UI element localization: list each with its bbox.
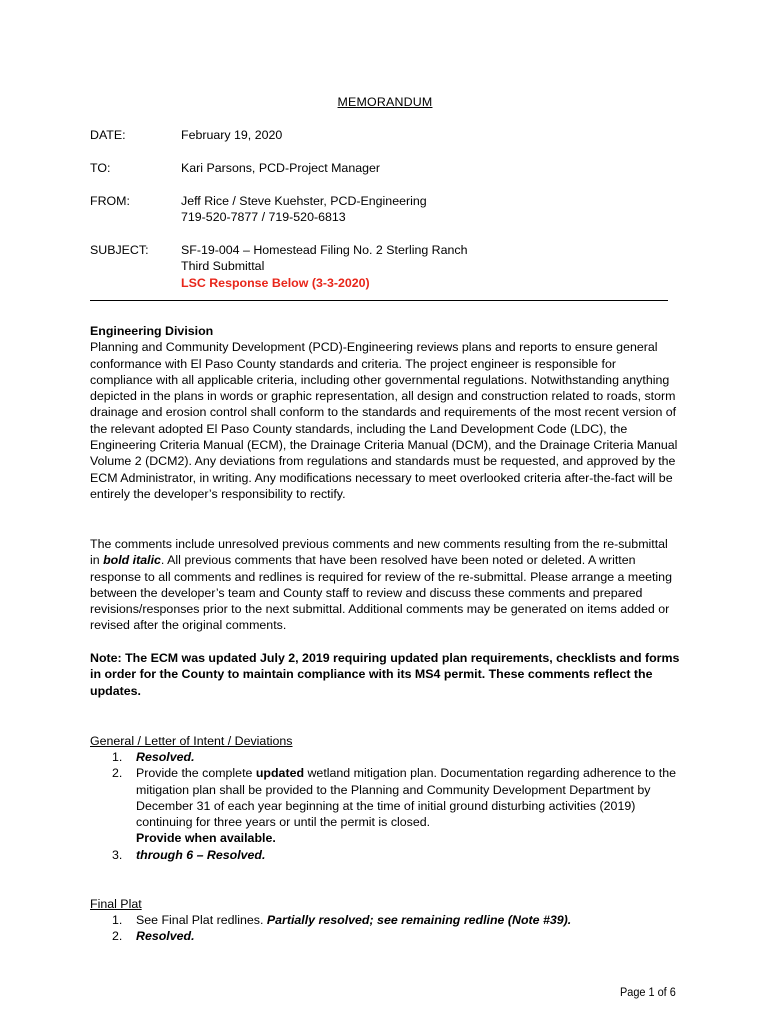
general-item-2-tail: Provide when available. — [136, 831, 276, 846]
engineering-heading: Engineering Division — [90, 324, 214, 338]
date-value: February 19, 2020 — [181, 128, 283, 142]
from-names: Jeff Rice / Steve Kuehster, PCD-Engineering — [181, 194, 427, 208]
to-value: Kari Parsons, PCD-Project Manager — [181, 161, 381, 175]
final-plat-item-1 — [90, 912, 690, 928]
engineering-section — [90, 323, 680, 502]
final-plat-item-1-bi: Partially resolved; see remaining redline (Note #39). — [266, 913, 572, 927]
header-divider — [90, 300, 668, 301]
subject-label: SUBJECT: — [90, 243, 149, 257]
from-value — [181, 193, 701, 226]
list-number: 3. — [112, 847, 123, 862]
from-phones: 719-520-7877 / 719-520-6813 — [181, 210, 346, 225]
final-plat-heading: Final Plat — [90, 897, 142, 911]
final-plat-item-2-text: Resolved. — [136, 929, 195, 944]
lsc-response-note: LSC Response Below (3-3-2020) — [181, 275, 370, 290]
general-heading: General / Letter of Intent / Deviations — [90, 734, 293, 748]
general-item-2-bold: updated — [255, 766, 305, 781]
list-number: 1. — [112, 913, 123, 927]
final-plat-list — [90, 912, 690, 945]
from-label: FROM: — [90, 194, 130, 208]
list-number: 2. — [112, 929, 123, 944]
comments-paragraph — [90, 536, 680, 634]
general-item-2-post: wetland mitigation plan. Documentation regarding adherence to the mitigation plan shall be provided to the Planning and Community Development Department by December 31 of each year beginning at the time of initial ground disturbing activities (2019) continuing for three years or until the permit is closed. — [136, 766, 676, 830]
subject-submittal: Third Submittal — [181, 259, 265, 274]
final-plat-item-2 — [90, 928, 690, 944]
general-item-3-text: through 6 – Resolved. — [136, 847, 266, 862]
general-item-3 — [90, 847, 690, 863]
ecm-note: Note: The ECM was updated July 2, 2019 requiring updated plan requirements, checklists and forms in order for the County to maintain compliance with its MS4 permit. These comments reflect the updates. — [90, 651, 680, 698]
to-label: TO: — [90, 161, 111, 175]
memo-title: MEMORANDUM — [337, 95, 433, 109]
page-number: Page 1 of 6 — [620, 985, 676, 999]
general-item-1 — [90, 749, 690, 765]
comments-text-2: . All previous comments that have been resolved have been noted or deleted. A written response to all comments and redlines is required for review of the re-submittal. Please arrange a meeting between the developer’s team and County staff to review and discuss these comments and prepared revisions/responses prior to the next submittal. Additional comments may be generated on items added or revised after the original comments. — [90, 553, 672, 633]
list-number: 1. — [112, 750, 123, 764]
general-item-1-text: Resolved. — [136, 750, 195, 764]
final-plat-item-1-pre: See Final Plat redlines. — [136, 913, 267, 927]
general-list — [90, 749, 690, 863]
general-item-2-pre: Provide the complete — [136, 766, 256, 781]
subject-value — [181, 242, 701, 291]
subject-line: SF-19-004 – Homestead Filing No. 2 Sterling Ranch — [181, 243, 468, 257]
comments-text-1: The comments include unresolved previous comments and new comments resulting from the re-submittal in — [90, 537, 668, 568]
list-number: 2. — [112, 766, 123, 781]
engineering-paragraph: Planning and Community Development (PCD)-Engineering reviews plans and reports to ensure general conformance with El Paso County standards and criteria. The project engineer is responsible for compliance with all applicable criteria, including other governmental regulations. Notwithstanding anything depicted in the plans in words or graphic representation, all design and construction related to roads, storm drainage and erosion control shall conform to the standards and requirements of the most recent version of the relevant adopted El Paso County standards, including the Land Development Code (LDC), the Engineering Criteria Manual (ECM), the Drainage Criteria Manual (DCM), and the Drainage Criteria Manual Volume 2 (DCM2). Any deviations from regulations and standards must be requested, and approved by the ECM Administrator, in writing. Any modifications necessary to meet overlooked criteria after-the-fact will be entirely the developer’s responsibility to rectify. — [90, 340, 678, 501]
date-label: DATE: — [90, 128, 126, 142]
comments-bold-italic: bold italic — [103, 553, 161, 568]
general-item-2 — [90, 765, 690, 846]
